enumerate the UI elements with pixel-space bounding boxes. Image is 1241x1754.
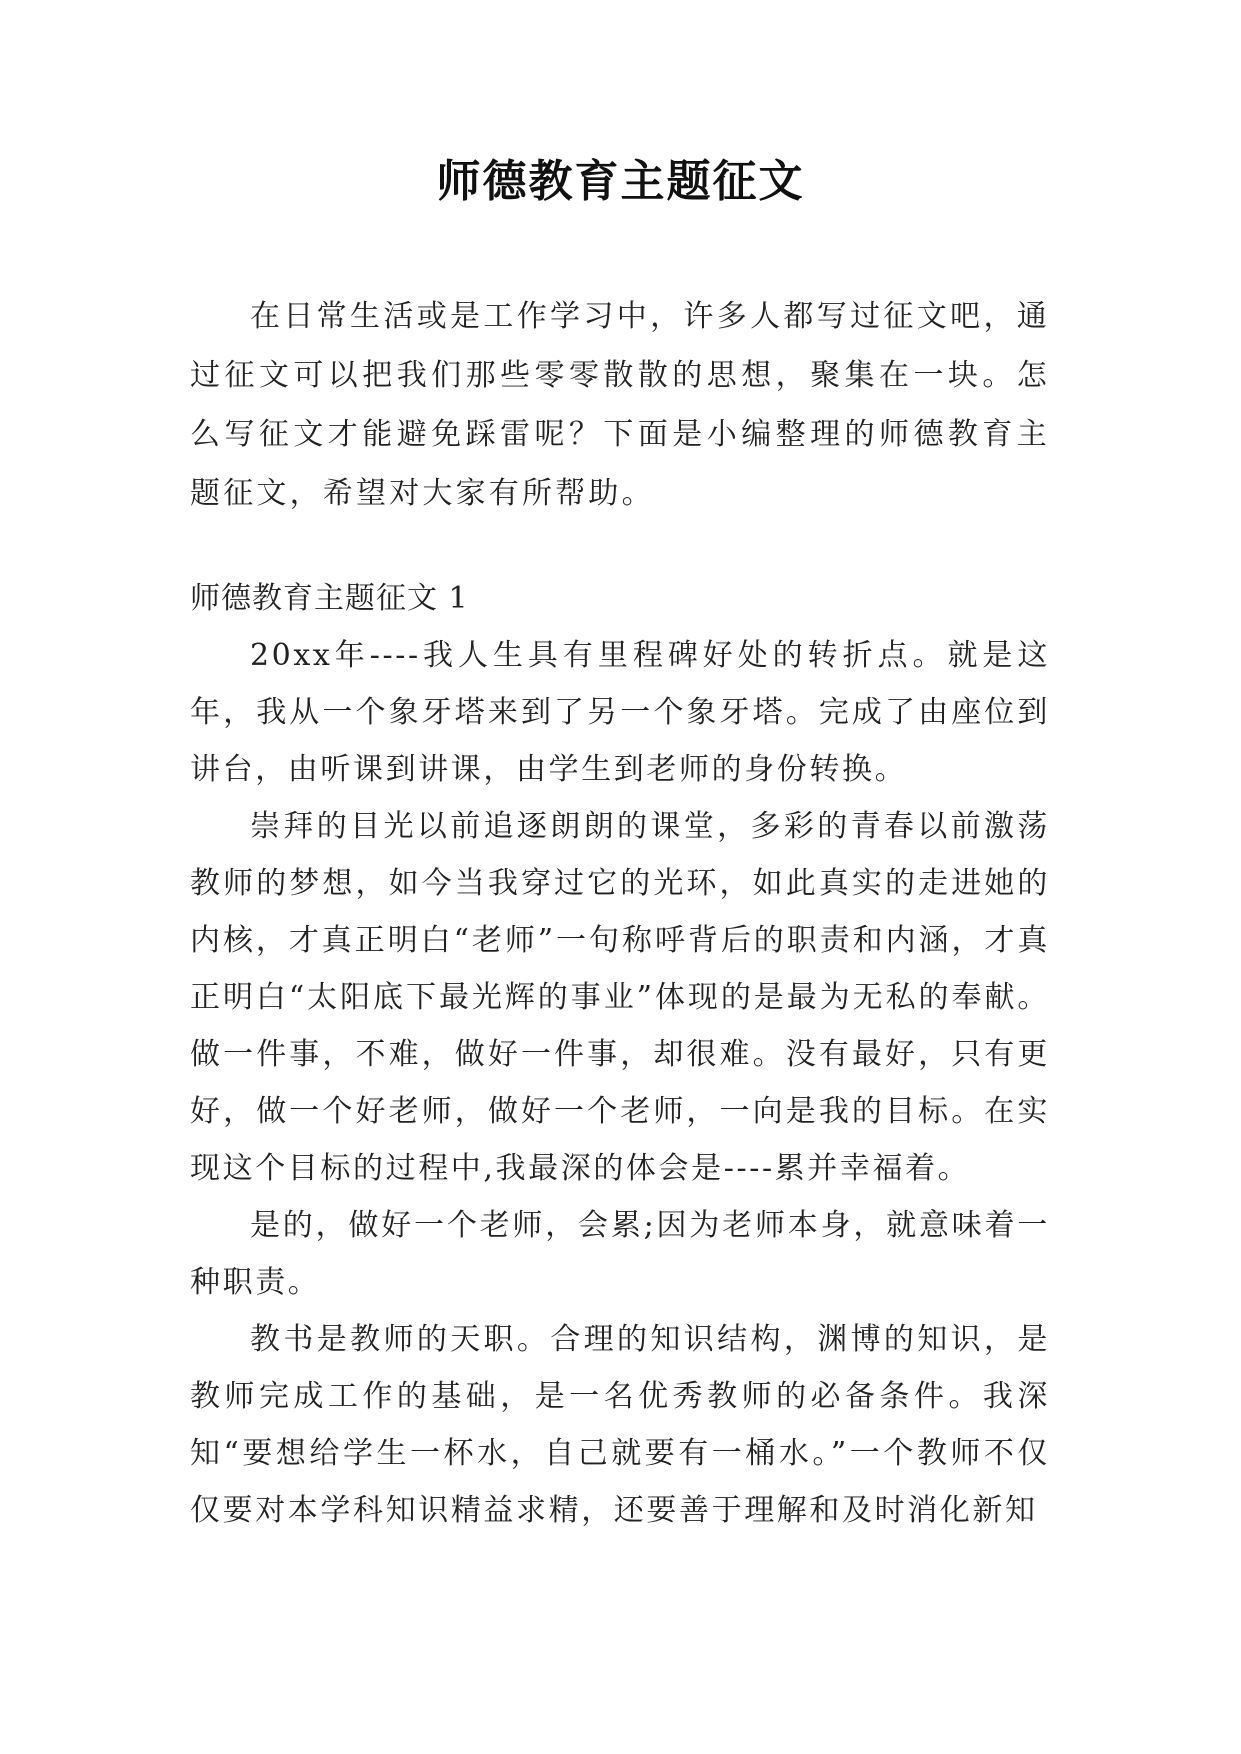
body-paragraph: 20xx年----我人生具有里程碑好处的转折点。就是这年，我从一个象牙塔来到了另一个象牙塔。完成了由座位到讲台，由听课到讲课，由学生到老师的身份转换。 — [190, 638, 1050, 787]
body-paragraph: 教书是教师的天职。合理的知识结构，渊博的知识，是教师完成工作的基础，是一名优秀教师的必备条件。我深知“要想给学生一杯水，自己就要有一桶水。”一个教师不仅仅要对本学科知识精益求精，还要善于理解和及时消化新知 — [190, 1322, 1050, 1528]
body-paragraph: 是的，做好一个老师，会累;因为老师本身，就意味着一种职责。 — [190, 1208, 1050, 1300]
section-heading: 师德教育主题征文 1 — [190, 581, 469, 616]
intro-paragraph: 在日常生活或是工作学习中，许多人都写过征文吧，通过征文可以把我们那些零零散散的思想，聚集在一块。怎么写征文才能避免踩雷呢？下面是小编整理的师德教育主题征文，希望对大家有所帮助。 — [190, 299, 1050, 511]
body-paragraph: 崇拜的目光以前追逐朗朗的课堂，多彩的青春以前激荡教师的梦想，如今当我穿过它的光环，如此真实的走进她的内核，才真正明白“老师”一句称呼背后的职责和内涵，才真正明白“太阳底下最光辉的事业”体现的是最为无私的奉献。做一件事，不难，做好一件事，却很难。没有最好，只有更好，做一个好老师，做好一个老师，一向是我的目标。在实现这个目标的过程中,我最深的体会是----累并幸福着。 — [190, 809, 1050, 1186]
essay-section — [190, 570, 1050, 1539]
intro-section — [190, 287, 1050, 523]
page-title: 师德教育主题征文 — [436, 156, 805, 207]
